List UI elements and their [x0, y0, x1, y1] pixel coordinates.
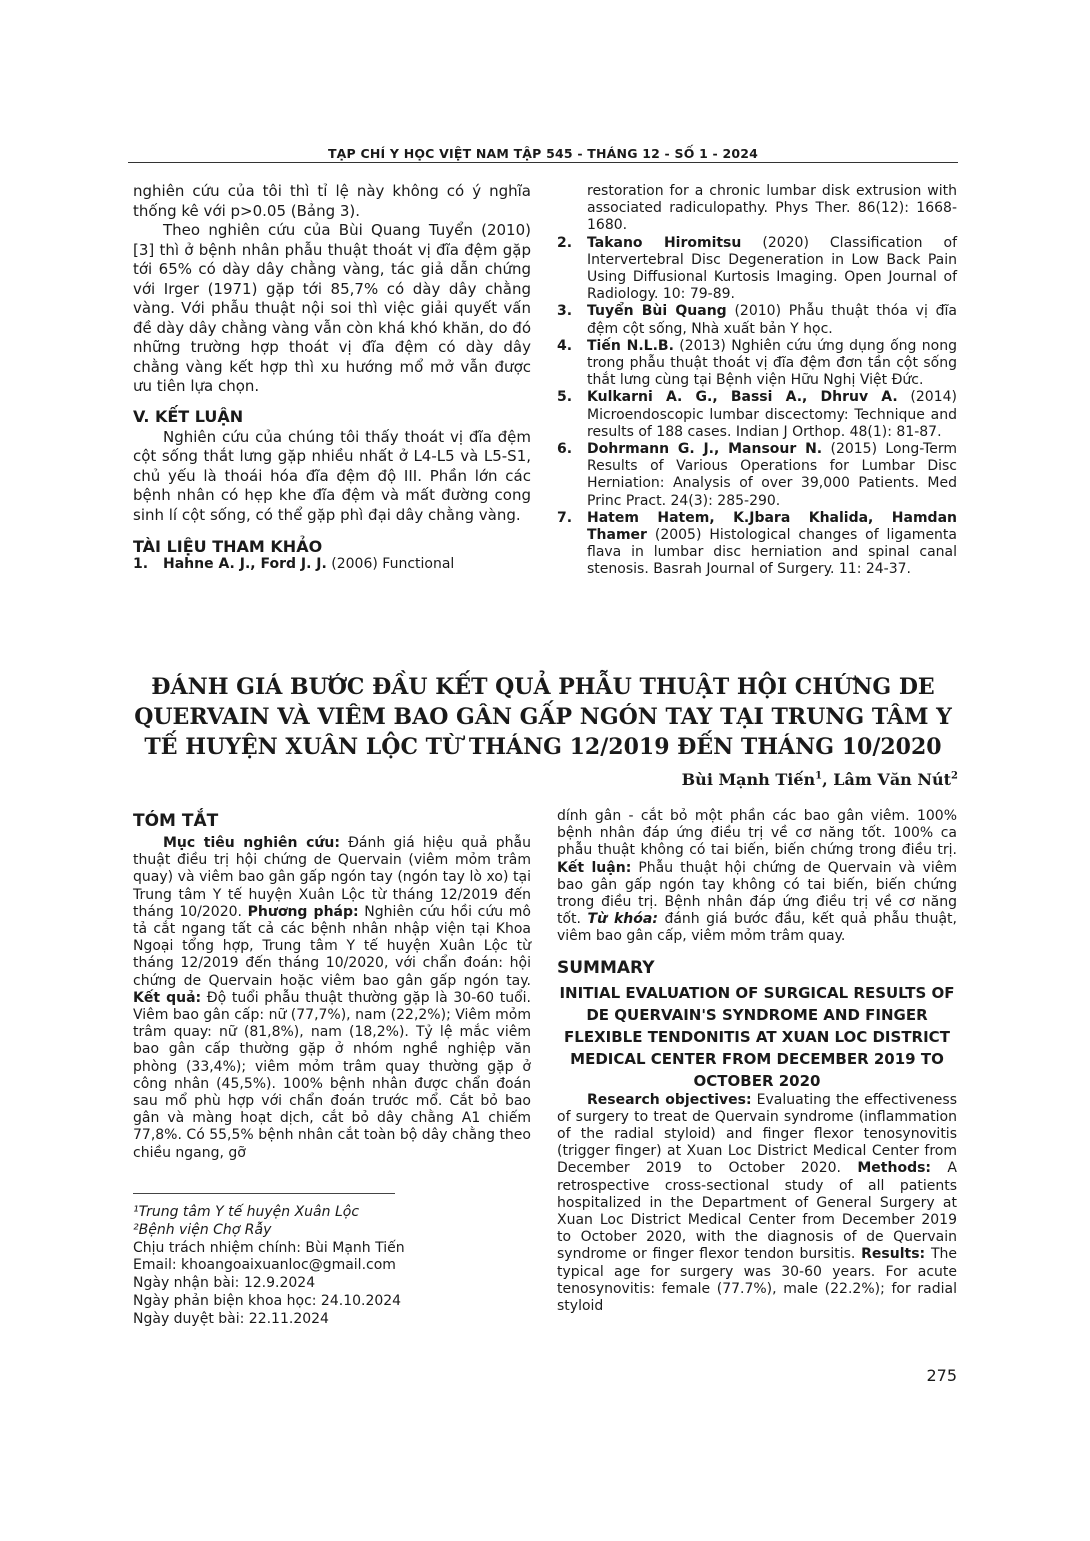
reference-authors: Takano Hiromitsu — [587, 234, 742, 251]
summary-text: Research objectives: Evaluating the effectiveness of surgery to treat de Quervain syndrome (inflammation of the radial styloid) and finger flexor tenosynovitis (trigger finger) at Xuan Loc District Medical Center from December 2019 to October 2020. Methods: A retrospective cross-sectional study of all patients hospitalized in the Department of General Surgery at Xuan Loc District Medical Center from December 2019 to October 2020, with the diagnosis of de Quervain syndrome or finger flexor tendon bursitis. Results: The typical age for surgery was 30-60 years. For acute tenosynovitis: female (77.7%), male (22.2%); for radial styloid — [557, 1091, 958, 1315]
reference-item — [557, 338, 957, 390]
label-conclusion: Kết luận: — [557, 859, 632, 876]
corresponding-email: Email: khoangoaixuanloc@gmail.com — [133, 1257, 396, 1274]
reference-number: 7. — [557, 509, 573, 526]
footnote-affiliation-1: ¹Trung tâm Y tế huyện Xuân Lộc — [133, 1204, 360, 1220]
article-authors — [682, 770, 958, 789]
author-affiliation-mark: 2 — [951, 770, 958, 782]
author-name: Lâm Văn Nút — [833, 770, 952, 789]
reference-text: (2020) Classification of Intervertebral Disc Degeneration in Low Back Pain Using Diffusional Kurtosis Imaging. Open Journal of Radiology. 10: 79-89. — [587, 234, 958, 303]
reference-authors: Hatem Hatem, K.Jbara Khalida, Hamdan Thamer — [587, 509, 957, 544]
summary-title: INITIAL EVALUATION OF SURGICAL RESULTS OF DE QUERVAIN'S SYNDROME AND FINGER FLEXIBLE TENDONITIS AT XUAN LOC DISTRICT MEDICAL CENTER FROM DECEMBER 2019 TO OCTOBER 2020 — [559, 983, 955, 1090]
date-accepted: Ngày duyệt bài: 22.11.2024 — [133, 1310, 329, 1327]
author-affiliation-mark: 1 — [815, 770, 823, 782]
reference-number: 1. — [133, 556, 149, 572]
abstract-left-column — [133, 811, 531, 1162]
conclusion-heading: V. KẾT LUẬN — [133, 406, 244, 426]
reference-item — [557, 510, 957, 579]
reference-text: (2006) Functional — [326, 556, 455, 572]
footnote-rule — [133, 1193, 395, 1194]
reference-text: (2010) Phẫu thuật thóa vị đĩa đệm cột sống, Nhà xuất bản Y học. — [587, 303, 957, 337]
reference-number: 5. — [557, 389, 573, 406]
reference-number: 4. — [557, 337, 573, 354]
reference-authors: Kulkarni A. G., Bassi A., Dhruv A. — [587, 389, 898, 406]
label-result: Kết quả: — [133, 989, 202, 1006]
date-received: Ngày nhận bài: 12.9.2024 — [133, 1275, 316, 1292]
reference-authors: Hahne A. J., Ford J. J. — [163, 556, 327, 572]
date-reviewed: Ngày phản biện khoa học: 24.10.2024 — [133, 1292, 402, 1309]
author-separator: , — [822, 770, 834, 789]
reference-text: (2014) Microendoscopic lumbar discectomy: Technique and results of 188 cases. Indian J Orthop. 48(1): 81-87. — [587, 389, 957, 440]
label-objective: Mục tiêu nghiên cứu: — [163, 835, 340, 851]
abstract-text: Mục tiêu nghiên cứu: Đánh giá hiệu quả phẫu thuật điều trị hội chứng de Quervain (viêm mỏm trâm quay) và viêm bao gân gấp ngón tay (ngón tay lò xo) tại Trung tâm Y tế huyện Xuân Lộc từ tháng 12/2019 đến tháng 10/2020. Phương pháp: Nghiên cứu hồi cứu mô tả cắt ngang tất cả các bệnh nhân nhập viện tại Khoa Ngoại tổng hợp, Trung tâm Y tế huyện Xuân Lộc từ tháng 12/2019 đến tháng 10/2020, với chẩn đoán: hội chứng de Quervain hoặc viêm bao gân gấp ngón tay. Kết quả: Độ tuổi phẫu thuật thường gặp là 30-60 tuổi. Viêm bao gân cấp: nữ (77,7%), nam (22,2%); Viêm mỏm trâm quay: nữ (81,8%), nam (18,2%). Tỷ lệ mắc viêm bao gân cấp thường gặp ở nhóm nghề nghiệp văn phòng (33,4%); viêm mỏm trâm quay thường gặp ở công nhân (45,5%). 100% bệnh nhân được chẩn đoán sau mổ phù hợp với chẩn đoán trước mổ. Cắt bỏ bao gân và màng hoạt dịch, cắt bỏ dây chằng A1 chiếm 77,8%. Có 55,5% bệnh nhân cắt toàn bộ dây chằng theo chiều ngang, gỡ — [133, 835, 531, 1161]
abstract-continuation: dính gân - cắt bỏ một phần các bao gân viêm. 100% bệnh nhân đáp ứng điều trị về cơ năng tốt. 100% ca phẫu thuật không có tai biến, biến chứng trong điều trị. Kết luận: Phẫu thuật hội chứng de Quervain và viêm bao gân gấp ngón tay không có tai biến, biến chứng trong điều trị. Bệnh nhân đáp ứng điều trị về cơ năng tốt. Từ khóa: đánh giá bước đầu, kết quả phẫu thuật, viêm bao gân cấp, viêm mỏm trâm quay. — [557, 808, 957, 945]
reference-item — [557, 389, 957, 441]
footnote-affiliation-2: ²Bệnh viện Chợ Rẫy — [133, 1221, 272, 1238]
abstract-heading: TÓM TẮT — [133, 811, 219, 831]
journal-header: TẠP CHÍ Y HỌC VIỆT NAM TẬP 545 - THÁNG 12 - SỐ 1 - 2024 — [327, 146, 759, 161]
corresponding-author: Chịu trách nhiệm chính: Bùi Mạnh Tiến — [133, 1239, 405, 1256]
reference-text: (2005) Histological changes of ligamenta flava in lumbar disc herniation and spinal canal stenosis. Basrah Journal of Surgery. 11: 24-37. — [587, 527, 957, 578]
conclusion-text: Nghiên cứu của chúng tôi thấy thoát vị đĩa đệm cột sống thắt lưng gặp nhiều nhất ở L4-L5 và L5-S1, chủ yếu là thoái hóa đĩa đệm độ III. Phần lớn các bệnh nhân có hẹp khe đĩa đệm và mất đường cong sinh lí cột sống, có thể gặp phì đại dây chằng vàng. — [133, 427, 531, 524]
reference-text: (2015) Long-Term Results of Various Operations for Lumbar Disc Herniation: Analysis of over 39,000 Patients. Med Princ Pract. 24(3): 285-290. — [587, 441, 957, 509]
prev-article-left-column — [133, 182, 531, 573]
abstract-right-column — [557, 808, 957, 1315]
reference-list — [557, 235, 957, 579]
footnotes — [133, 1204, 405, 1329]
label-methods: Methods: — [857, 1160, 932, 1177]
label-research-objectives: Research objectives: — [587, 1091, 752, 1108]
reference-number: 3. — [557, 303, 573, 320]
reference-item — [557, 235, 957, 304]
prev-para-2: Theo nghiên cứu của Bùi Quang Tuyển (2010) [3] thì ở bệnh nhân phẫu thuật thoát vị đĩa đệm gặp tới 65% có dày dây chằng vàng, tác giả dẫn chứng với Irger (1971) gặp tới 85,7% có dày dây chằng vàng. Với phẫu thuật nội soi thì việc giải quyết vấn đề dày dây chằng vàng vẫn còn khá khó khăn, do đó những trường hợp thoát vị đĩa đệm có dày dây chằng vàng kết hợp thì xu hướng mổ mở vẫn được ưu tiên lựa chọn. — [133, 221, 531, 395]
reference-authors: Dohrmann G. J., Mansour N. — [587, 441, 823, 458]
reference-item — [133, 556, 531, 573]
header-rule — [128, 162, 958, 163]
page-number: 275 — [926, 1366, 957, 1385]
label-keywords: Từ khóa: — [587, 911, 658, 928]
references-heading: TÀI LIỆU THAM KHẢO — [133, 537, 323, 556]
reference-item — [557, 303, 957, 337]
reference-number: 6. — [557, 441, 573, 458]
reference-authors: Tuyển Bùi Quang — [587, 303, 727, 320]
reference-text: (2013) Nghiên cứu ứng dụng ống nong trong phẫu thuật thoát vị đĩa đệm đơn tần cột sống thắt lưng cùng tại Bệnh viện Hữu Nghị Việt Đức. — [587, 337, 957, 389]
reference-number: 2. — [557, 234, 573, 251]
label-method: Phương pháp: — [247, 903, 359, 920]
label-results: Results: — [861, 1246, 926, 1263]
article-title: ĐÁNH GIÁ BƯỚC ĐẦU KẾT QUẢ PHẪU THUẬT HỘI CHỨNG DE QUERVAIN VÀ VIÊM BAO GÂN GẤP NGÓN TAY TẠI TRUNG TÂM Y TẾ HUYỆN XUÂN LỘC TỪ THÁNG 12/2019 ĐẾN THÁNG 10/2020 — [134, 674, 952, 760]
reference-continuation: restoration for a chronic lumbar disk extrusion with associated radiculopathy. Phys Ther. 86(12): 1668-1680. — [587, 183, 957, 234]
reference-authors: Tiến N.L.B. — [587, 337, 674, 354]
prev-article-right-column — [557, 183, 957, 579]
prev-para-1: nghiên cứu của tôi thì tỉ lệ này không có ý nghĩa thống kê với p>0.05 (Bảng 3). — [133, 182, 531, 220]
reference-item — [557, 441, 957, 510]
summary-heading: SUMMARY — [557, 957, 655, 978]
author-name: Bùi Mạnh Tiến — [681, 770, 816, 789]
